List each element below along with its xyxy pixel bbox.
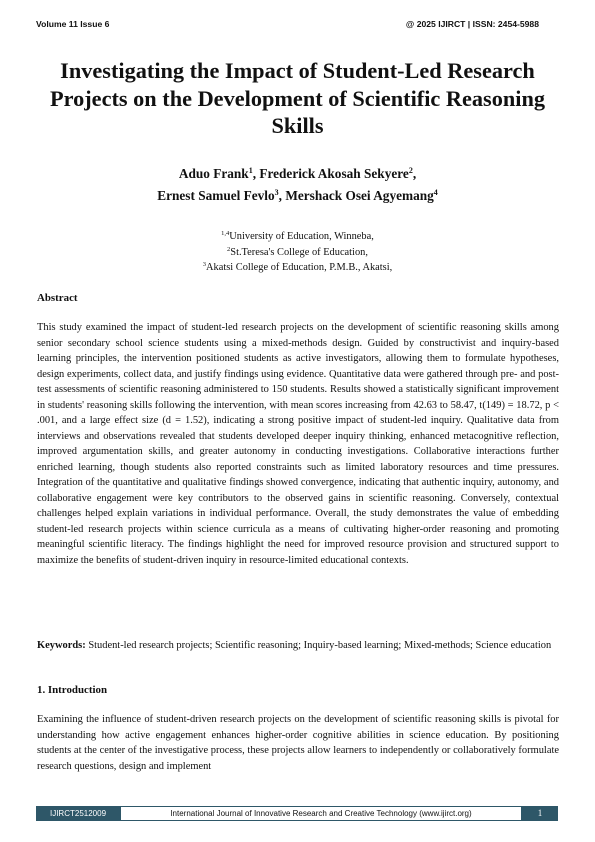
affiliation-text: University of Education, Winneba, xyxy=(229,231,374,242)
abstract-heading: Abstract xyxy=(37,292,78,304)
affiliation xyxy=(30,260,565,276)
journal-name: International Journal of Innovative Research and Creative Technology (www.ijirct.org) xyxy=(120,806,522,821)
article-id: IJIRCT2512009 xyxy=(36,806,120,821)
volume-issue: Volume 11 Issue 6 xyxy=(36,19,110,29)
affiliation-list xyxy=(30,229,565,276)
paper-title: Investigating the Impact of Student-Led Research Projects on the Development of Scientific Reasoning Skills xyxy=(50,58,545,138)
author-sup: 3 xyxy=(274,188,279,197)
introduction-text: Examining the influence of student-driven research projects on the development of scientific reasoning skills is pivotal for understanding how active engagement enhances higher-order cognitive abilities in science education. By positioning students at the center of the investigative process, these projects allow learners to independently or collaboratively formulate research questions, design and implement xyxy=(37,714,559,772)
affiliation xyxy=(30,245,565,261)
author-sup: 1 xyxy=(248,166,253,175)
affiliation xyxy=(30,229,565,245)
abstract-text: This study examined the impact of student-led research projects on the development of scientific reasoning skills among senior secondary school science students using a mixed-methods design. Guided by constructivist and inquiry-based learning principles, the intervention positioned students as active investigators, allowing them to formulate hypotheses, design experiments, collect data, and justify findings using evidence. Quantitative data were gathered through pre- and post-test assessments of scientific reasoning administered to 150 students. Results showed a statistically significant improvement in students' reasoning skills following the intervention, with mean scores increasing from 42.63 to 58.47, t(149) = 18.72, p < .001, and a large effect size (d = 1.52), indicating a strong positive impact of student-led inquiry. Qualitative data from interviews and observations revealed that students developed deeper inquiry thinking, enhanced metacognitive reflection, improved argumentation skills, and greater autonomy in conducting investigations. Collaborative interactions further enriched learning, though students also reported constraints such as limited laboratory resources and time pressures. Integration of the quantitative and qualitative findings showed convergence, indicating that authentic inquiry, autonomy, and collaborative engagement were key contributors to the observed gains in scientific reasoning. Conversely, contextual challenges helped explain variations in individual performance. Overall, the study demonstrates the value of embedding student-led research projects within science curricula as a means of cultivating higher-order reasoning and promoting meaningful scientific literacy. The findings highlight the need for improved resource provision and structured support to maximize the benefits of student-driven inquiry in resource-limited educational contexts. xyxy=(37,322,559,566)
affiliation-text: St.Teresa's College of Education, xyxy=(230,246,368,258)
page-header xyxy=(36,19,539,33)
author-sup: 4 xyxy=(433,188,438,197)
affiliation-sup: 3 xyxy=(202,261,207,268)
page-footer xyxy=(36,806,558,821)
introduction-heading: 1. Introduction xyxy=(37,684,107,696)
keywords-text: Student-led research projects; Scientific reasoning; Inquiry-based learning; Mixed-methods; Science education xyxy=(88,640,552,651)
author-line: Ernest Samuel Fevlo$^3$, Mershack Osei Agyemang$^4$ xyxy=(157,188,438,203)
author-name: Ernest Samuel Fevlo xyxy=(157,188,275,203)
author-line: Aduo Frank$^1$, Frederick Akosah Sekyere$^2$, xyxy=(178,166,417,181)
affiliation-text: Akatsi College of Education, P.M.B., Akatsi, xyxy=(206,262,393,273)
author-sup: 2 xyxy=(408,166,413,175)
author-name: Aduo Frank xyxy=(178,166,249,181)
keywords-label: Keywords: xyxy=(37,640,86,651)
copyright-issn: @ 2025 IJIRCT | ISSN: 2454-5988 xyxy=(405,19,539,29)
author-list xyxy=(30,163,565,207)
affiliation-sup: 1,4 xyxy=(221,230,230,237)
keywords xyxy=(37,638,559,654)
affiliation-sup: 2 xyxy=(227,245,231,253)
page-number: 1 xyxy=(522,806,558,821)
author-name: Frederick Akosah Sekyere xyxy=(259,166,409,181)
author-name: Mershack Osei Agyemang xyxy=(285,188,434,203)
